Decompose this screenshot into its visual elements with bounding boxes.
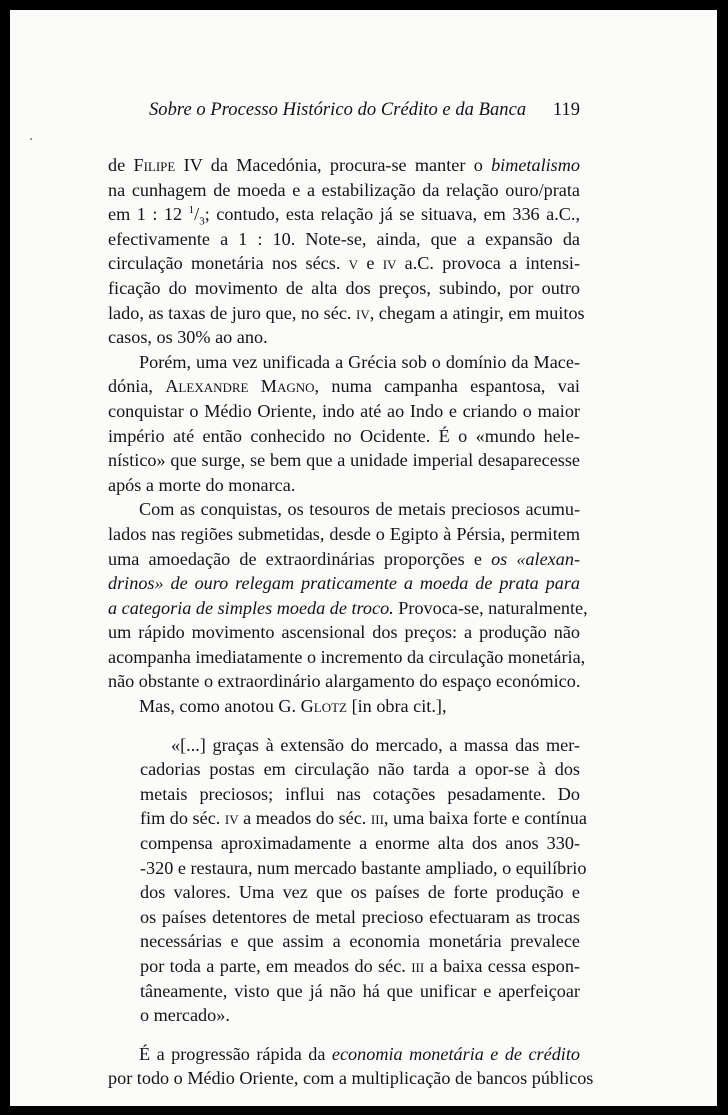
text-line	[108, 782, 580, 807]
text-run: por todo o Médio Oriente, com a multiplicação de bancos públicos	[108, 1068, 594, 1089]
text-run: Filipe	[133, 155, 176, 175]
text-line	[108, 979, 580, 1004]
text-line	[108, 178, 580, 203]
text-run: É a progressão rápida da	[139, 1043, 332, 1064]
text-run: por toda a parte, em meados do séc.	[140, 956, 412, 976]
text-run: 1	[188, 204, 195, 217]
text-line	[108, 929, 580, 954]
paragraph-gap	[108, 1028, 580, 1042]
text-run: império até então conhecido no Ocidente. É o «mundo hele-	[108, 425, 580, 446]
text-line	[108, 276, 580, 301]
text-line	[108, 251, 580, 276]
text-run: IV da Macedónia, procura-se manter o	[175, 155, 492, 175]
text-run: iv	[355, 302, 370, 323]
text-run: e	[358, 253, 383, 274]
text-run: ; contudo, esta relação já se situava, em 336 a.C.,	[204, 204, 580, 225]
text-line	[108, 399, 580, 424]
text-line	[108, 596, 588, 621]
paragraph-gap	[108, 719, 580, 733]
text-run: acompanha imediatamente o incremento da circulação monetária,	[108, 646, 586, 667]
text-run: iv	[224, 808, 239, 829]
body-text	[108, 153, 594, 1091]
text-line	[108, 757, 580, 782]
text-line	[108, 880, 580, 905]
text-run: circulação monetária nos sécs.	[108, 253, 349, 274]
text-run: lados nas regiões submetidas, desde o Egipto à Pérsia, permitem	[108, 523, 580, 544]
text-run: Alexandre Magno	[165, 376, 315, 397]
text-run: na cunhagem de moeda e a estabilização da relação ouro/prata	[108, 179, 580, 200]
text-line	[108, 856, 587, 881]
text-line	[108, 831, 580, 856]
text-run: conquistar o Médio Oriente, indo até ao Indo e criando o maior	[108, 400, 580, 421]
text-line	[108, 571, 580, 596]
text-run: os países detentores de metal precioso efectuaram as trocas	[140, 906, 580, 927]
text-run: iii	[411, 956, 425, 976]
text-run: iv	[382, 253, 397, 274]
text-run: iii	[370, 808, 384, 829]
book-page	[10, 10, 717, 1106]
text-run: Mas, como anotou G.	[139, 696, 301, 717]
text-run: bimetalismo	[491, 155, 580, 175]
text-line	[108, 694, 580, 719]
text-run: [in obra cit.],	[347, 696, 447, 717]
text-run: drinos» de ouro relegam praticamente a moeda de prata para	[108, 573, 580, 594]
text-run: Glotz	[300, 696, 348, 717]
text-line	[108, 1042, 580, 1067]
text-run: Provoca-se, naturalmente,	[393, 597, 588, 618]
text-run: , uma baixa forte e contínua	[383, 808, 587, 829]
text-line	[108, 620, 580, 645]
text-run: não obstante o extraordinário alargamento do espaço económico.	[108, 671, 581, 692]
text-run: /	[194, 204, 200, 225]
text-run: Com as conquistas, os tesouros de metais preciosos acumu-	[139, 499, 580, 520]
text-run: um rápido movimento ascensional dos preços: a produção não	[108, 622, 580, 643]
text-run: dónia,	[108, 376, 166, 397]
text-run: lado, as taxas de juro que, no séc.	[108, 302, 356, 323]
text-run: metais preciosos; influi nas cotações pesadamente. Do	[140, 783, 580, 804]
text-run: de	[108, 155, 134, 175]
text-line	[108, 227, 580, 252]
text-line	[108, 448, 580, 473]
text-run: compensa aproximadamente a enorme alta dos anos 330-	[140, 833, 580, 854]
text-run: ficação do movimento de alta dos preços, subindo, por outro	[108, 277, 580, 298]
text-run: -320 e restaura, num mercado bastante ampliado, o equilíbrio	[140, 857, 587, 878]
text-line	[108, 806, 587, 831]
text-run: casos, os 30% ao ano.	[108, 327, 268, 348]
text-line	[108, 301, 585, 326]
text-run: necessárias e que assim a economia monetária prevalece	[140, 931, 580, 952]
text-line	[108, 954, 580, 979]
text-line	[108, 202, 580, 227]
text-line	[108, 473, 580, 498]
text-line	[108, 669, 580, 694]
text-line	[108, 497, 580, 522]
running-title: Sobre o Processo Histórico do Crédito e da Banca	[149, 100, 527, 120]
text-run: 3	[199, 215, 205, 228]
page-number: 119	[552, 100, 580, 120]
text-run: , chegam a atingir, em muitos	[369, 302, 585, 323]
text-line	[108, 153, 580, 178]
text-run: efectivamente a 1 : 10. Note-se, ainda, que a expansão da	[108, 228, 580, 249]
text-run: cadorias postas em circulação não tarda a opor-se à dos	[140, 759, 580, 780]
text-run: nístico» que surge, se bem que a unidade imperial desaparecesse	[108, 450, 580, 471]
text-run: uma amoedação de extraordinárias proporções e	[108, 548, 492, 569]
text-run: os «alexan-	[491, 548, 581, 569]
text-run: v	[348, 253, 359, 274]
text-line	[108, 374, 580, 399]
text-run: , numa campanha espantosa, vai	[314, 376, 580, 397]
text-line	[108, 1003, 580, 1028]
margin-speck	[30, 138, 32, 140]
text-run: dos valores. Uma vez que os países de forte produção e	[140, 882, 580, 903]
text-line	[108, 1066, 594, 1091]
text-run: a meados do séc.	[238, 808, 371, 829]
text-run: a categoria de simples moeda de troco.	[108, 597, 394, 618]
text-line	[108, 733, 580, 758]
text-line	[108, 547, 580, 572]
text-line	[108, 645, 586, 670]
text-run: economia monetária e de crédito	[331, 1043, 580, 1064]
text-run: em 1 : 12	[108, 204, 189, 225]
text-run: a.C. provoca a intensi-	[396, 253, 581, 274]
text-line	[108, 424, 580, 449]
text-line	[108, 325, 580, 350]
text-run: «[...] graças à extensão do mercado, a massa das mer-	[171, 734, 580, 755]
text-run: a baixa cessa espon-	[424, 956, 580, 976]
text-line	[108, 522, 580, 547]
text-run: tâneamente, visto que já não há que unificar e aperfeiçoar	[140, 980, 580, 1001]
text-run: Porém, uma vez unificada a Grécia sob o domínio da Mace-	[139, 351, 580, 372]
text-line	[108, 905, 580, 930]
text-line	[108, 350, 580, 375]
text-run: fim do séc.	[140, 808, 225, 829]
text-run: o mercado».	[140, 1005, 230, 1026]
text-run: após a morte do monarca.	[108, 474, 296, 495]
